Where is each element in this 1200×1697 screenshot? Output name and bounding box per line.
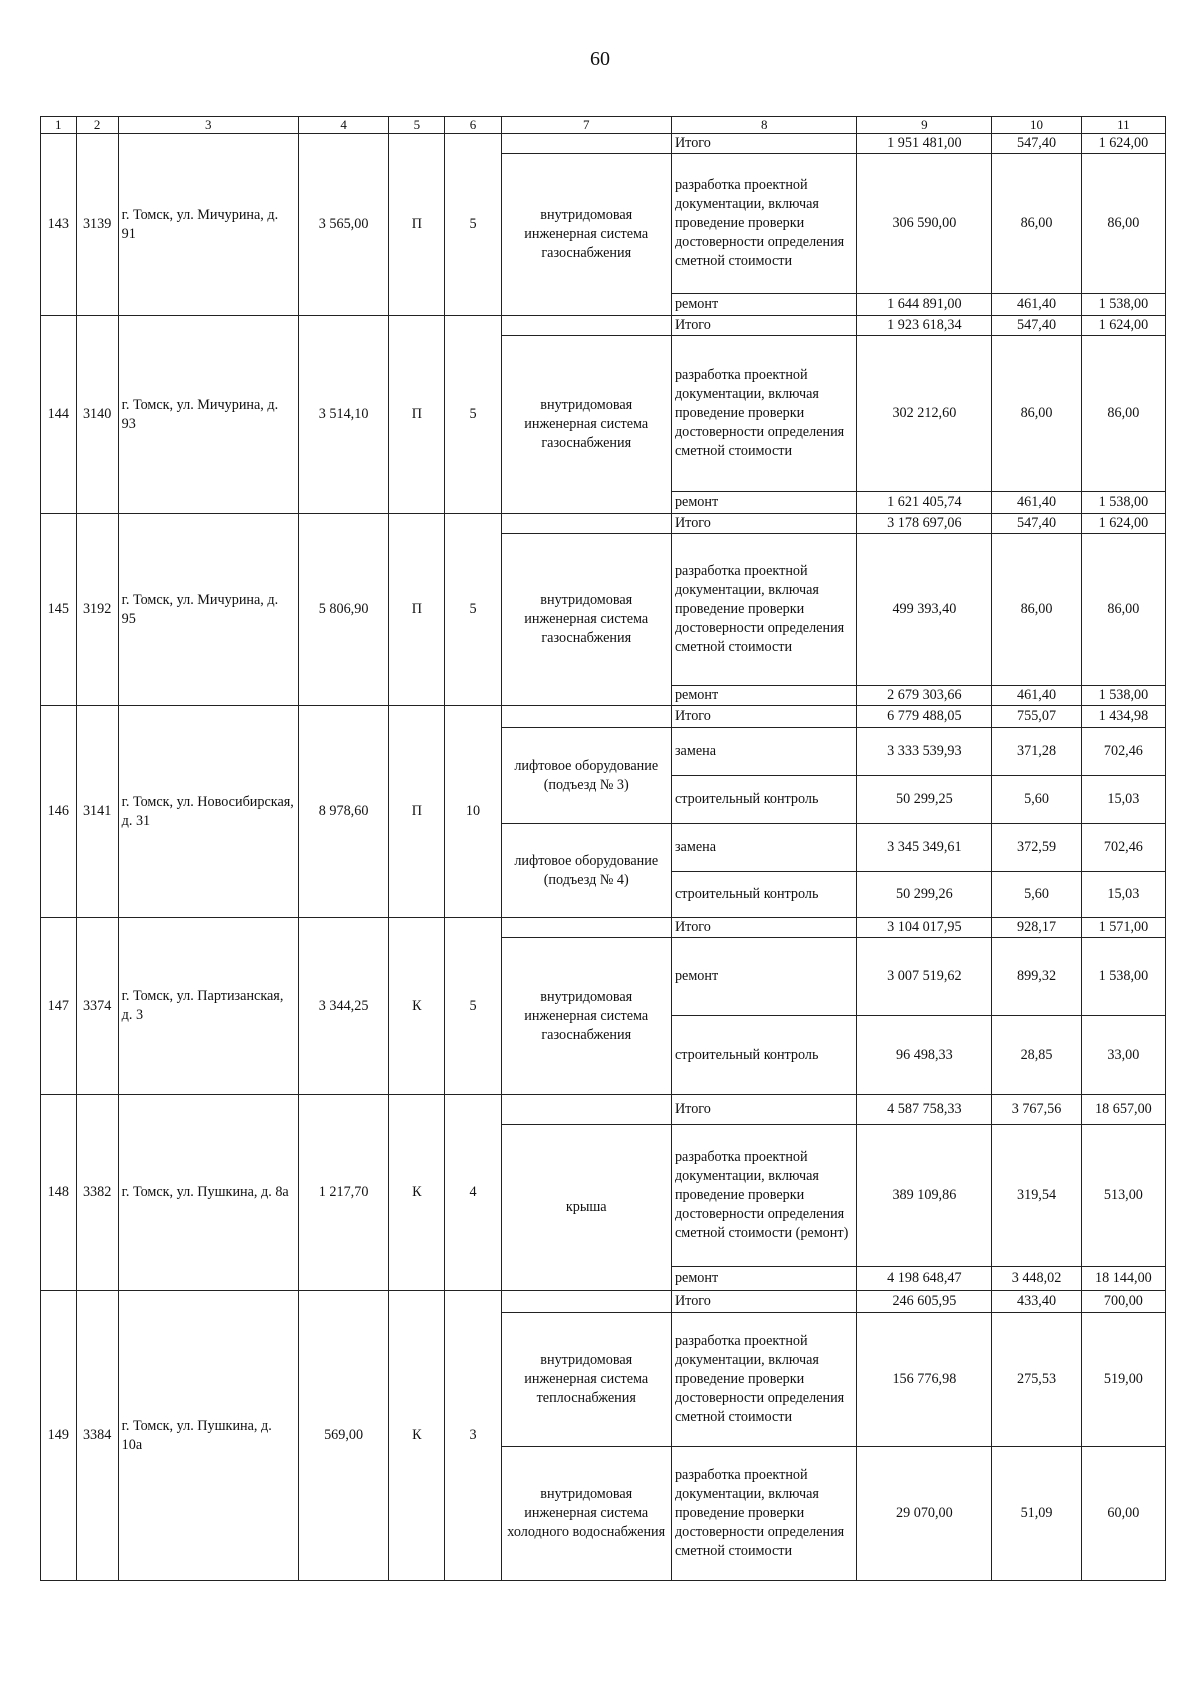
address: г. Томск, ул. Мичурина, д. 95 xyxy=(118,514,298,706)
work-cost: 3 345 349,61 xyxy=(857,824,992,872)
work-type: замена xyxy=(671,824,857,872)
area: 569,00 xyxy=(298,1291,389,1581)
limit-cost: 702,46 xyxy=(1081,728,1165,776)
work-type: ремонт xyxy=(671,938,857,1016)
total-cost: 3 104 017,95 xyxy=(857,918,992,938)
wall-type: К xyxy=(389,1291,445,1581)
column-number-row xyxy=(41,117,1166,134)
row-number: 146 xyxy=(41,706,77,918)
wall-type: К xyxy=(389,1095,445,1291)
work-cost: 3 007 519,62 xyxy=(857,938,992,1016)
address: г. Томск, ул. Новосибирская, д. 31 xyxy=(118,706,298,918)
work-cost: 3 333 539,93 xyxy=(857,728,992,776)
work-cost: 156 776,98 xyxy=(857,1313,992,1447)
total-cost: 246 605,95 xyxy=(857,1291,992,1313)
work-cost: 50 299,25 xyxy=(857,776,992,824)
house-code: 3139 xyxy=(76,134,118,316)
unit-cost: 275,53 xyxy=(992,1313,1082,1447)
column-header: 9 xyxy=(857,117,992,134)
limit-cost: 86,00 xyxy=(1081,154,1165,294)
row-number: 148 xyxy=(41,1095,77,1291)
column-header: 8 xyxy=(671,117,857,134)
unit-cost: 319,54 xyxy=(992,1125,1082,1267)
total-unit-cost: 3 767,56 xyxy=(992,1095,1082,1125)
system-name: внутридомовая инженерная система газоснабжения xyxy=(501,938,671,1095)
blank-cell xyxy=(501,918,671,938)
limit-cost: 33,00 xyxy=(1081,1016,1165,1095)
page-number: 60 xyxy=(590,48,610,70)
total-label: Итого xyxy=(671,514,857,534)
work-cost: 96 498,33 xyxy=(857,1016,992,1095)
work-type: разработка проектной документации, включая проведение проверки достоверности определения сметной стоимости xyxy=(671,1447,857,1581)
unit-cost: 86,00 xyxy=(992,534,1082,686)
blank-cell xyxy=(501,1095,671,1125)
row-number: 143 xyxy=(41,134,77,316)
floors: 10 xyxy=(445,706,501,918)
limit-cost: 86,00 xyxy=(1081,534,1165,686)
unit-cost: 461,40 xyxy=(992,686,1082,706)
unit-cost: 28,85 xyxy=(992,1016,1082,1095)
total-label: Итого xyxy=(671,316,857,336)
total-unit-cost: 433,40 xyxy=(992,1291,1082,1313)
table-row xyxy=(41,1095,1166,1125)
work-type: разработка проектной документации, включая проведение проверки достоверности определения сметной стоимости (ремонт) xyxy=(671,1125,857,1267)
total-limit: 1 624,00 xyxy=(1081,514,1165,534)
address: г. Томск, ул. Мичурина, д. 93 xyxy=(118,316,298,514)
total-limit: 1 624,00 xyxy=(1081,316,1165,336)
unit-cost: 5,60 xyxy=(992,872,1082,918)
work-type: строительный контроль xyxy=(671,1016,857,1095)
total-unit-cost: 928,17 xyxy=(992,918,1082,938)
work-cost: 302 212,60 xyxy=(857,336,992,492)
table-row xyxy=(41,514,1166,534)
area: 8 978,60 xyxy=(298,706,389,918)
area: 1 217,70 xyxy=(298,1095,389,1291)
floors: 5 xyxy=(445,134,501,316)
limit-cost: 15,03 xyxy=(1081,776,1165,824)
limit-cost: 60,00 xyxy=(1081,1447,1165,1581)
work-type: замена xyxy=(671,728,857,776)
limit-cost: 86,00 xyxy=(1081,336,1165,492)
total-unit-cost: 547,40 xyxy=(992,514,1082,534)
unit-cost: 86,00 xyxy=(992,154,1082,294)
unit-cost: 461,40 xyxy=(992,294,1082,316)
work-type: разработка проектной документации, включая проведение проверки достоверности определения сметной стоимости xyxy=(671,1313,857,1447)
total-cost: 1 951 481,00 xyxy=(857,134,992,154)
unit-cost: 371,28 xyxy=(992,728,1082,776)
system-name: крыша xyxy=(501,1125,671,1291)
work-cost: 29 070,00 xyxy=(857,1447,992,1581)
blank-cell xyxy=(501,514,671,534)
house-code: 3374 xyxy=(76,918,118,1095)
work-type: строительный контроль xyxy=(671,872,857,918)
floors: 4 xyxy=(445,1095,501,1291)
house-code: 3141 xyxy=(76,706,118,918)
limit-cost: 702,46 xyxy=(1081,824,1165,872)
column-header: 2 xyxy=(76,117,118,134)
work-type: ремонт xyxy=(671,492,857,514)
column-header: 11 xyxy=(1081,117,1165,134)
address: г. Томск, ул. Пушкина, д. 8а xyxy=(118,1095,298,1291)
system-name: лифтовое оборудование (подъезд № 4) xyxy=(501,824,671,918)
address: г. Томск, ул. Партизанская, д. 3 xyxy=(118,918,298,1095)
total-cost: 1 923 618,34 xyxy=(857,316,992,336)
work-type: разработка проектной документации, включая проведение проверки достоверности определения сметной стоимости xyxy=(671,336,857,492)
total-label: Итого xyxy=(671,706,857,728)
total-unit-cost: 547,40 xyxy=(992,316,1082,336)
area: 3 344,25 xyxy=(298,918,389,1095)
floors: 3 xyxy=(445,1291,501,1581)
blank-cell xyxy=(501,1291,671,1313)
total-cost: 6 779 488,05 xyxy=(857,706,992,728)
floors: 5 xyxy=(445,918,501,1095)
unit-cost: 461,40 xyxy=(992,492,1082,514)
limit-cost: 18 144,00 xyxy=(1081,1267,1165,1291)
limit-cost: 1 538,00 xyxy=(1081,938,1165,1016)
unit-cost: 86,00 xyxy=(992,336,1082,492)
blank-cell xyxy=(501,134,671,154)
total-cost: 3 178 697,06 xyxy=(857,514,992,534)
limit-cost: 15,03 xyxy=(1081,872,1165,918)
wall-type: П xyxy=(389,514,445,706)
work-cost: 1 644 891,00 xyxy=(857,294,992,316)
row-number: 145 xyxy=(41,514,77,706)
system-name: внутридомовая инженерная система газоснабжения xyxy=(501,534,671,706)
total-cost: 4 587 758,33 xyxy=(857,1095,992,1125)
total-label: Итого xyxy=(671,134,857,154)
work-type: ремонт xyxy=(671,294,857,316)
column-header: 6 xyxy=(445,117,501,134)
area: 3 565,00 xyxy=(298,134,389,316)
limit-cost: 1 538,00 xyxy=(1081,294,1165,316)
blank-cell xyxy=(501,706,671,728)
address: г. Томск, ул. Мичурина, д. 91 xyxy=(118,134,298,316)
row-number: 147 xyxy=(41,918,77,1095)
system-name: внутридомовая инженерная система газоснабжения xyxy=(501,154,671,316)
work-type: ремонт xyxy=(671,1267,857,1291)
limit-cost: 519,00 xyxy=(1081,1313,1165,1447)
work-cost: 50 299,26 xyxy=(857,872,992,918)
work-cost: 1 621 405,74 xyxy=(857,492,992,514)
column-header: 7 xyxy=(501,117,671,134)
house-code: 3382 xyxy=(76,1095,118,1291)
table-row xyxy=(41,1291,1166,1313)
total-unit-cost: 547,40 xyxy=(992,134,1082,154)
system-name: лифтовое оборудование (подъезд № 3) xyxy=(501,728,671,824)
system-name: внутридомовая инженерная система теплоснабжения xyxy=(501,1313,671,1447)
total-label: Итого xyxy=(671,1291,857,1313)
total-limit: 700,00 xyxy=(1081,1291,1165,1313)
wall-type: П xyxy=(389,134,445,316)
total-limit: 18 657,00 xyxy=(1081,1095,1165,1125)
unit-cost: 3 448,02 xyxy=(992,1267,1082,1291)
work-cost: 4 198 648,47 xyxy=(857,1267,992,1291)
work-type: ремонт xyxy=(671,686,857,706)
wall-type: К xyxy=(389,918,445,1095)
limit-cost: 1 538,00 xyxy=(1081,492,1165,514)
limit-cost: 1 538,00 xyxy=(1081,686,1165,706)
work-cost: 499 393,40 xyxy=(857,534,992,686)
wall-type: П xyxy=(389,706,445,918)
work-cost: 389 109,86 xyxy=(857,1125,992,1267)
area: 5 806,90 xyxy=(298,514,389,706)
table-row xyxy=(41,706,1166,728)
work-type: строительный контроль xyxy=(671,776,857,824)
total-limit: 1 624,00 xyxy=(1081,134,1165,154)
house-code: 3384 xyxy=(76,1291,118,1581)
floors: 5 xyxy=(445,514,501,706)
unit-cost: 5,60 xyxy=(992,776,1082,824)
area: 3 514,10 xyxy=(298,316,389,514)
limit-cost: 513,00 xyxy=(1081,1125,1165,1267)
row-number: 144 xyxy=(41,316,77,514)
work-cost: 306 590,00 xyxy=(857,154,992,294)
total-unit-cost: 755,07 xyxy=(992,706,1082,728)
total-label: Итого xyxy=(671,1095,857,1125)
table-row xyxy=(41,918,1166,938)
unit-cost: 372,59 xyxy=(992,824,1082,872)
unit-cost: 51,09 xyxy=(992,1447,1082,1581)
table-row xyxy=(41,316,1166,336)
work-cost: 2 679 303,66 xyxy=(857,686,992,706)
table-row xyxy=(41,134,1166,154)
address: г. Томск, ул. Пушкина, д. 10а xyxy=(118,1291,298,1581)
column-header: 10 xyxy=(992,117,1082,134)
total-limit: 1 571,00 xyxy=(1081,918,1165,938)
row-number: 149 xyxy=(41,1291,77,1581)
work-type: разработка проектной документации, включая проведение проверки достоверности определения сметной стоимости xyxy=(671,534,857,686)
capital-repair-table xyxy=(40,116,1166,1581)
total-limit: 1 434,98 xyxy=(1081,706,1165,728)
system-name: внутридомовая инженерная система холодного водоснабжения xyxy=(501,1447,671,1581)
house-code: 3192 xyxy=(76,514,118,706)
blank-cell xyxy=(501,316,671,336)
column-header: 1 xyxy=(41,117,77,134)
floors: 5 xyxy=(445,316,501,514)
total-label: Итого xyxy=(671,918,857,938)
column-header: 5 xyxy=(389,117,445,134)
unit-cost: 899,32 xyxy=(992,938,1082,1016)
column-header: 3 xyxy=(118,117,298,134)
house-code: 3140 xyxy=(76,316,118,514)
column-header: 4 xyxy=(298,117,389,134)
system-name: внутридомовая инженерная система газоснабжения xyxy=(501,336,671,514)
work-type: разработка проектной документации, включая проведение проверки достоверности определения сметной стоимости xyxy=(671,154,857,294)
wall-type: П xyxy=(389,316,445,514)
